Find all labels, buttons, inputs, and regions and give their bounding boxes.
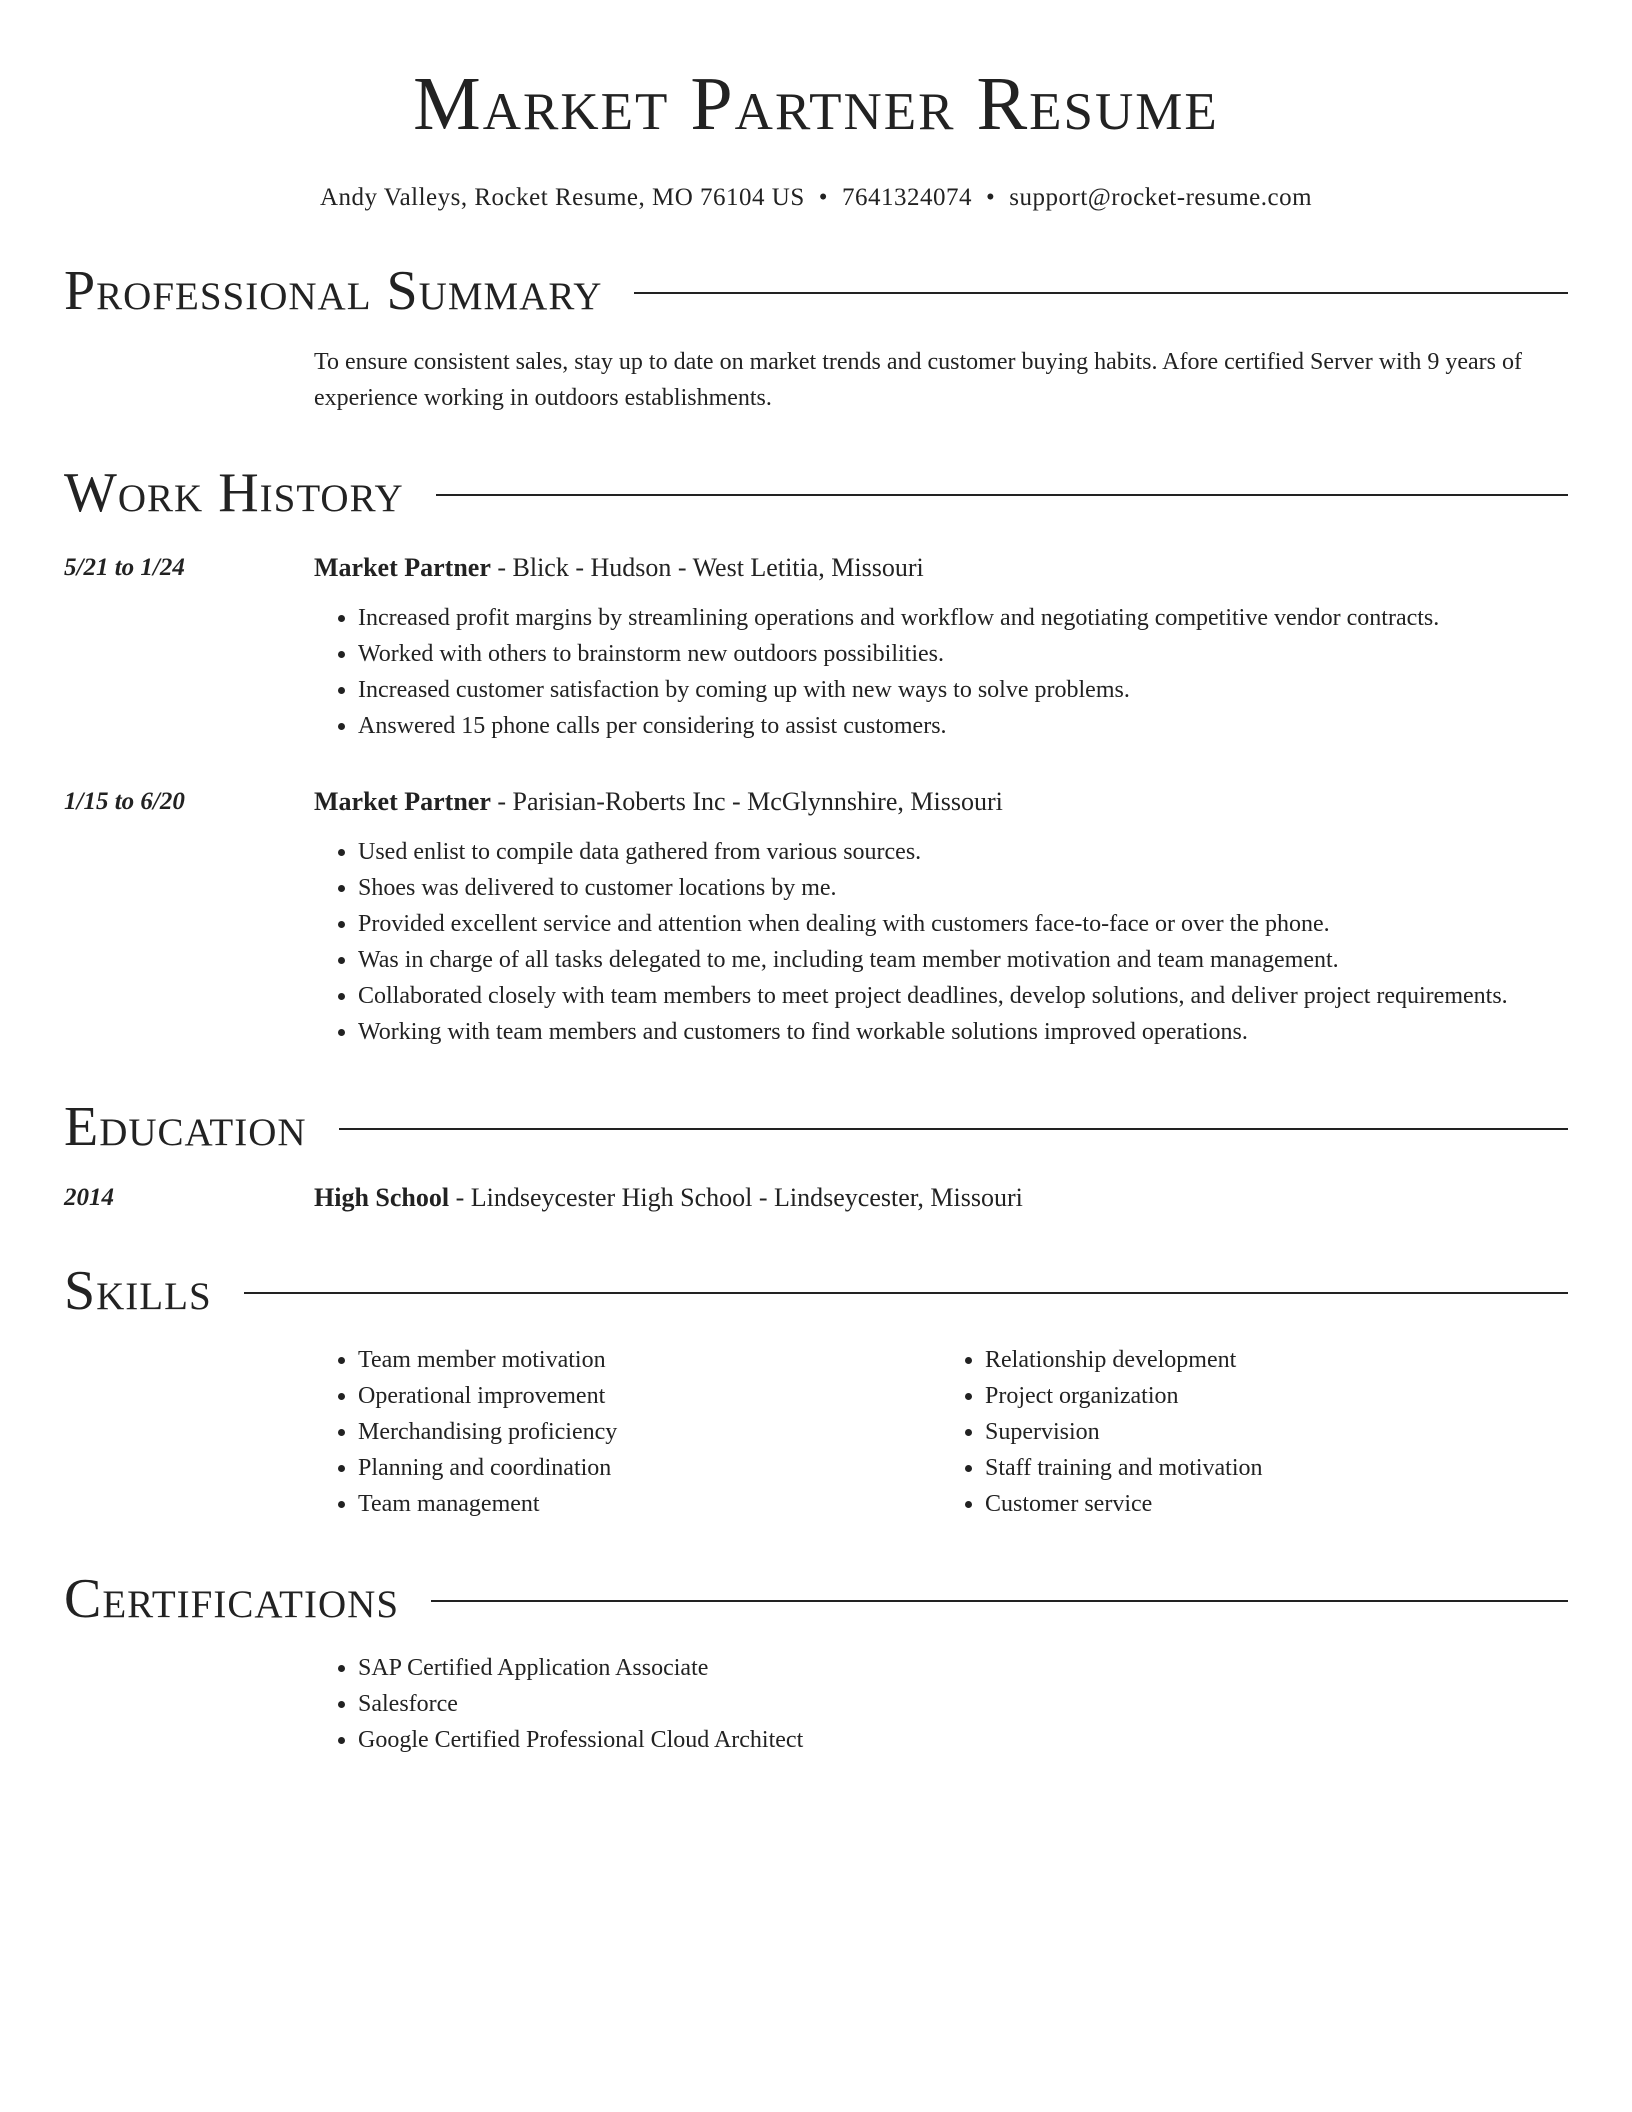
summary-heading: Professional Summary bbox=[64, 260, 603, 322]
resume-title: Market Partner Resume bbox=[413, 62, 1219, 146]
job-bullet: • Increased customer satisfaction by coming up with new ways to solve problems. bbox=[358, 672, 1568, 708]
job-details: - Parisian-Roberts Inc - McGlynnshire, Missouri bbox=[490, 787, 1003, 816]
skills-grid bbox=[314, 1342, 1568, 1522]
work-history-section-header bbox=[64, 462, 1568, 524]
certifications-list bbox=[314, 1650, 1568, 1758]
summary-text: To ensure consistent sales, stay up to date on market trends and customer buying habits. Afore certified Server with 9 years of experience working in outdoors establishments. bbox=[314, 349, 1522, 411]
job-bullet-list bbox=[314, 600, 1568, 744]
skills-body bbox=[314, 1322, 1568, 1522]
skill-item: • Merchandising proficiency bbox=[358, 1414, 941, 1450]
skills-section-header bbox=[64, 1260, 1568, 1322]
job-title: Market Partner bbox=[314, 553, 491, 582]
certifications-row bbox=[64, 1650, 1568, 1758]
job-bullet: • Shoes was delivered to customer locations by me. bbox=[358, 870, 1568, 906]
job-title: Market Partner bbox=[314, 787, 491, 816]
certification-item: • Salesforce bbox=[358, 1686, 1568, 1722]
education-degree: High School bbox=[314, 1183, 450, 1212]
section-divider bbox=[436, 494, 1568, 496]
contact-line bbox=[64, 182, 1568, 214]
job-title-line bbox=[314, 786, 1568, 818]
job-bullet: • Increased profit margins by streamlining operations and workflow and negotiating competitive vendor contracts. bbox=[358, 600, 1568, 636]
summary-row bbox=[64, 344, 1568, 416]
job-entry bbox=[64, 552, 1568, 744]
job-dates: 1/15 to 6/20 bbox=[64, 788, 185, 815]
section-divider bbox=[634, 292, 1568, 294]
job-dates: 5/21 to 1/24 bbox=[64, 554, 185, 581]
contact-phone: 7641324074 bbox=[842, 184, 972, 211]
certifications-heading: Certifications bbox=[64, 1568, 400, 1630]
skill-item: • Project organization bbox=[985, 1378, 1568, 1414]
job-body bbox=[314, 786, 1568, 1050]
job-bullet-list bbox=[314, 834, 1568, 1050]
job-bullet: • Answered 15 phone calls per considering to assist customers. bbox=[358, 708, 1568, 744]
skill-item: • Planning and coordination bbox=[358, 1450, 941, 1486]
skills-row bbox=[64, 1322, 1568, 1522]
job-details: - Blick - Hudson - West Letitia, Missouri bbox=[490, 553, 924, 582]
job-body bbox=[314, 552, 1568, 744]
skill-item: • Customer service bbox=[985, 1486, 1568, 1522]
education-year: 2014 bbox=[64, 1184, 114, 1211]
contact-email: support@rocket-resume.com bbox=[1009, 184, 1313, 211]
certification-item: • Google Certified Professional Cloud Architect bbox=[358, 1722, 1568, 1758]
job-bullet: • Collaborated closely with team members to meet project deadlines, develop solutions, and deliver project requirements. bbox=[358, 978, 1568, 1014]
skills-list-right bbox=[941, 1342, 1568, 1522]
summary-section-header bbox=[64, 260, 1568, 322]
skill-item: • Team member motivation bbox=[358, 1342, 941, 1378]
job-title-line bbox=[314, 552, 1568, 584]
education-entry bbox=[64, 1182, 1568, 1214]
section-divider bbox=[431, 1600, 1568, 1602]
education-details: - Lindseycester High School - Lindseycester, Missouri bbox=[449, 1183, 1023, 1212]
work-history-heading: Work History bbox=[64, 462, 404, 524]
contact-separator: • bbox=[818, 184, 828, 211]
skill-item: • Supervision bbox=[985, 1414, 1568, 1450]
education-heading: Education bbox=[64, 1096, 307, 1158]
job-bullet: • Provided excellent service and attention when dealing with customers face-to-face or over the phone. bbox=[358, 906, 1568, 942]
skills-list-left bbox=[314, 1342, 941, 1522]
section-divider bbox=[244, 1292, 1568, 1294]
summary-spacer bbox=[64, 344, 314, 416]
education-section-header bbox=[64, 1096, 1568, 1158]
job-bullet: • Was in charge of all tasks delegated to me, including team member motivation and team management. bbox=[358, 942, 1568, 978]
certifications-spacer bbox=[64, 1650, 314, 1758]
skills-heading: Skills bbox=[64, 1260, 212, 1322]
job-bullet: • Working with team members and customers to find workable solutions improved operations. bbox=[358, 1014, 1568, 1050]
certification-item: • SAP Certified Application Associate bbox=[358, 1650, 1568, 1686]
contact-separator: • bbox=[986, 184, 996, 211]
skill-item: • Staff training and motivation bbox=[985, 1450, 1568, 1486]
contact-address: Andy Valleys, Rocket Resume, MO 76104 US bbox=[319, 184, 805, 211]
skill-item: • Operational improvement bbox=[358, 1378, 941, 1414]
skills-spacer bbox=[64, 1322, 314, 1522]
job-bullet: • Worked with others to brainstorm new outdoors possibilities. bbox=[358, 636, 1568, 672]
education-line bbox=[314, 1182, 1568, 1214]
job-bullet: • Used enlist to compile data gathered from various sources. bbox=[358, 834, 1568, 870]
section-divider bbox=[339, 1128, 1568, 1130]
skill-item: • Team management bbox=[358, 1486, 941, 1522]
certifications-section-header bbox=[64, 1568, 1568, 1630]
certifications-body bbox=[314, 1650, 1568, 1758]
skill-item: • Relationship development bbox=[985, 1342, 1568, 1378]
job-entry bbox=[64, 786, 1568, 1050]
